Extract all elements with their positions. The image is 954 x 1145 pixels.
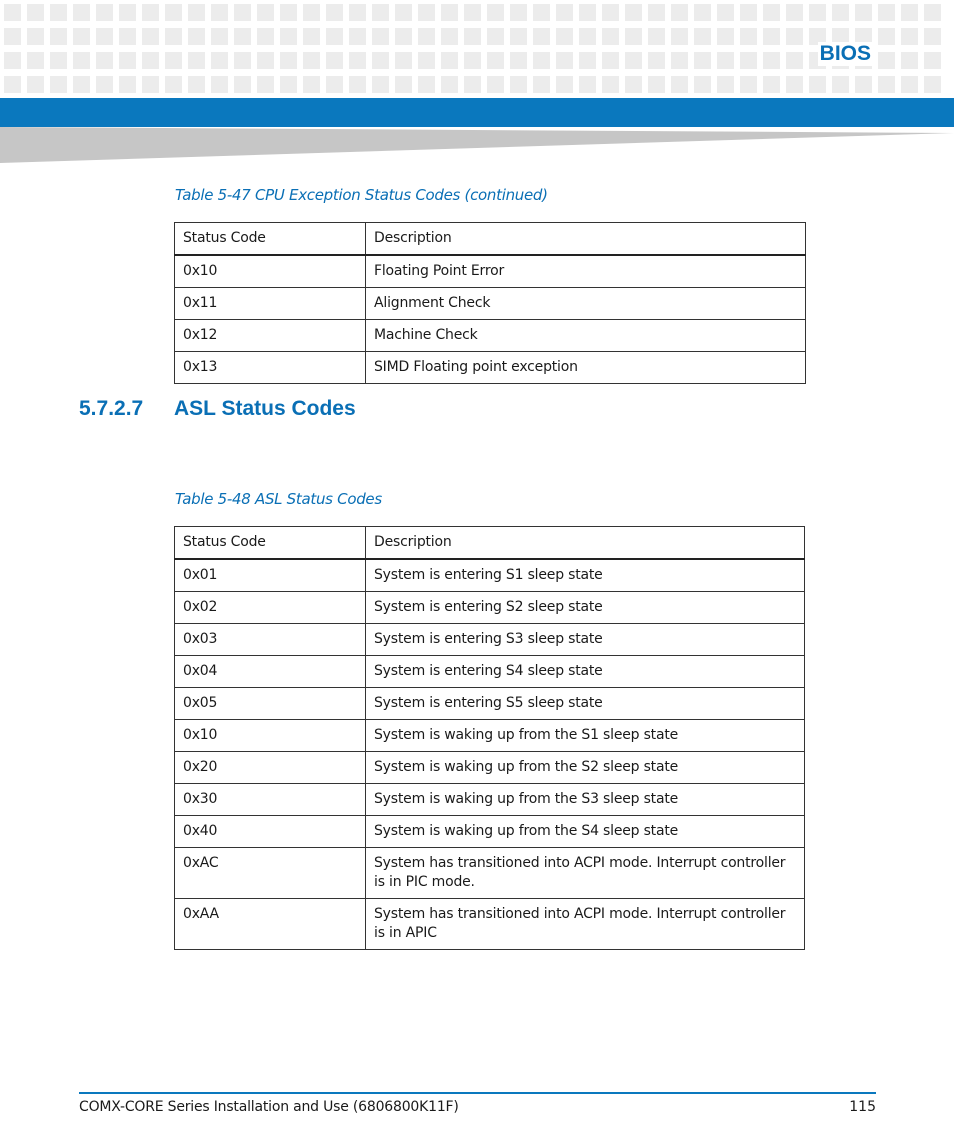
status-code-cell: 0x02	[175, 592, 366, 624]
header-grid-square	[280, 28, 297, 45]
description-cell: Floating Point Error	[366, 255, 806, 288]
header-grid-square	[579, 4, 596, 21]
header-grid-square	[487, 76, 504, 93]
header-grid-square	[234, 76, 251, 93]
header-grid-square	[27, 28, 44, 45]
header-grid-square	[73, 52, 90, 69]
header-grid-square	[372, 4, 389, 21]
header-grid-square	[188, 52, 205, 69]
header-grid-square	[73, 4, 90, 21]
table-row	[175, 288, 806, 320]
header-grid-square	[625, 4, 642, 21]
description-cell: System is waking up from the S4 sleep state	[366, 816, 805, 848]
header-grid-square	[763, 4, 780, 21]
header-grid-square	[717, 4, 734, 21]
header-grid-square	[924, 4, 941, 21]
header-grid-square	[211, 28, 228, 45]
description-cell: System is entering S1 sleep state	[366, 559, 805, 592]
table-header-row	[175, 527, 805, 560]
table-row	[175, 624, 805, 656]
header-grid-square	[349, 76, 366, 93]
description-cell: System is entering S2 sleep state	[366, 592, 805, 624]
table-caption: Table 5-47 CPU Exception Status Codes (continued)	[175, 186, 548, 204]
header-grid-square	[625, 76, 642, 93]
header-grid-square	[809, 76, 826, 93]
description-cell: System is entering S5 sleep state	[366, 688, 805, 720]
header-grid-square	[280, 76, 297, 93]
header-grid-square	[740, 28, 757, 45]
header-grid-square	[119, 28, 136, 45]
header-grid-square	[280, 4, 297, 21]
status-code-cell: 0x03	[175, 624, 366, 656]
description-cell: System is entering S4 sleep state	[366, 656, 805, 688]
header-grid-square	[602, 4, 619, 21]
column-header-code: Status Code	[175, 223, 366, 256]
footer-document-title: COMX-CORE Series Installation and Use (6806800K11F)	[79, 1099, 459, 1115]
header-grid-square	[832, 76, 849, 93]
status-code-cell: 0x10	[175, 720, 366, 752]
header-grid-square	[441, 52, 458, 69]
header-grid-square	[487, 4, 504, 21]
header-grid-square	[602, 28, 619, 45]
header-grid-square	[487, 28, 504, 45]
header-grid-square	[50, 4, 67, 21]
header-grid-square	[878, 76, 895, 93]
page-number: 115	[849, 1099, 876, 1115]
status-code-cell: 0x05	[175, 688, 366, 720]
table-row	[175, 320, 806, 352]
header-grid-square	[602, 76, 619, 93]
header-grid-square	[510, 28, 527, 45]
header-grid-square	[303, 52, 320, 69]
status-code-cell: 0x30	[175, 784, 366, 816]
header-grid-square	[648, 52, 665, 69]
header-grid-square	[50, 76, 67, 93]
header-grid-square	[625, 52, 642, 69]
footer-rule	[79, 1092, 876, 1094]
header-grid-square	[280, 52, 297, 69]
header-grid-square	[27, 52, 44, 69]
header-grid-square	[418, 28, 435, 45]
description-cell: System is waking up from the S1 sleep state	[366, 720, 805, 752]
header-grid-square	[372, 28, 389, 45]
table-row	[175, 688, 805, 720]
header-grid-square	[211, 4, 228, 21]
header-grid-square	[671, 28, 688, 45]
header-grid-square	[579, 52, 596, 69]
header-grid-square	[349, 4, 366, 21]
table-row	[175, 784, 805, 816]
header-grid-square	[188, 28, 205, 45]
header-grid-square	[694, 76, 711, 93]
header-grid-square	[924, 52, 941, 69]
header-grid-square	[694, 4, 711, 21]
header-grid-square	[648, 76, 665, 93]
header-grid-square	[257, 28, 274, 45]
column-header-description: Description	[366, 223, 806, 256]
header-grid-square	[786, 28, 803, 45]
header-grid-square	[556, 52, 573, 69]
header-grid-square	[395, 52, 412, 69]
header-grid-square	[855, 4, 872, 21]
description-cell: Alignment Check	[366, 288, 806, 320]
header-grid-square	[73, 76, 90, 93]
header-grid-square	[533, 28, 550, 45]
header-grid-square	[303, 4, 320, 21]
header-grid-square	[211, 52, 228, 69]
header-grid-square	[234, 52, 251, 69]
table-row	[175, 848, 805, 899]
header-grid-square	[717, 28, 734, 45]
description-cell: System is waking up from the S2 sleep state	[366, 752, 805, 784]
header-grid-square	[395, 4, 412, 21]
table-row	[175, 752, 805, 784]
header-grid-square	[418, 76, 435, 93]
header-grid-square	[4, 28, 21, 45]
header-grid-square	[763, 76, 780, 93]
header-grid-square	[556, 4, 573, 21]
header-grid-square	[142, 52, 159, 69]
header-swoosh	[0, 127, 954, 163]
header-grid-square	[4, 4, 21, 21]
header-grid-square	[832, 4, 849, 21]
header-grid-square	[487, 52, 504, 69]
header-grid-square	[119, 76, 136, 93]
header-grid-square	[142, 76, 159, 93]
header-grid-square	[188, 76, 205, 93]
header-grid-square	[73, 28, 90, 45]
header-grid-square	[234, 28, 251, 45]
header-dot-grid	[0, 0, 954, 97]
status-code-cell: 0xAC	[175, 848, 366, 899]
status-code-cell: 0xAA	[175, 899, 366, 950]
section-title-text: ASL Status Codes	[174, 397, 356, 420]
description-cell: System has transitioned into ACPI mode. Interrupt controller is in PIC mode.	[366, 848, 805, 899]
header-grid-square	[395, 76, 412, 93]
header-grid-square	[740, 4, 757, 21]
cpu-exception-table	[174, 222, 806, 384]
status-code-cell: 0x13	[175, 352, 366, 384]
description-cell: System has transitioned into ACPI mode. Interrupt controller is in APIC	[366, 899, 805, 950]
header-grid-square	[326, 76, 343, 93]
column-header-description: Description	[366, 527, 805, 560]
table-header-row	[175, 223, 806, 256]
header-grid-square	[372, 52, 389, 69]
table-row	[175, 559, 805, 592]
header-grid-square	[372, 76, 389, 93]
status-code-cell: 0x12	[175, 320, 366, 352]
header-grid-square	[740, 52, 757, 69]
header-grid-square	[211, 76, 228, 93]
status-code-cell: 0x10	[175, 255, 366, 288]
header-grid-square	[4, 76, 21, 93]
header-grid-square	[418, 4, 435, 21]
header-grid-square	[349, 28, 366, 45]
header-grid-square	[717, 52, 734, 69]
header-grid-square	[556, 28, 573, 45]
header-grid-square	[901, 28, 918, 45]
status-code-cell: 0x04	[175, 656, 366, 688]
header-grid-square	[533, 4, 550, 21]
header-grid-square	[740, 76, 757, 93]
header-grid-square	[901, 52, 918, 69]
header-grid-square	[533, 52, 550, 69]
header-grid-square	[165, 76, 182, 93]
column-header-code: Status Code	[175, 527, 366, 560]
header-grid-square	[50, 52, 67, 69]
header-grid-square	[257, 52, 274, 69]
header-grid-square	[326, 4, 343, 21]
header-grid-square	[234, 4, 251, 21]
header-grid-square	[4, 52, 21, 69]
header-grid-square	[303, 28, 320, 45]
header-grid-square	[924, 28, 941, 45]
header-grid-square	[418, 52, 435, 69]
header-grid-square	[395, 28, 412, 45]
header-grid-square	[579, 76, 596, 93]
header-grid-square	[786, 76, 803, 93]
header-grid-square	[901, 76, 918, 93]
header-grid-square	[257, 4, 274, 21]
header-grid-square	[464, 52, 481, 69]
table-caption: Table 5-48 ASL Status Codes	[175, 490, 382, 508]
header-grid-square	[96, 28, 113, 45]
header-grid-square	[579, 28, 596, 45]
header-grid-square	[694, 52, 711, 69]
header-grid-square	[694, 28, 711, 45]
header-grid-square	[464, 76, 481, 93]
header-grid-square	[924, 76, 941, 93]
header-grid-square	[119, 52, 136, 69]
header-grid-square	[510, 76, 527, 93]
header-grid-square	[648, 28, 665, 45]
status-code-cell: 0x01	[175, 559, 366, 592]
header-grid-square	[809, 4, 826, 21]
header-grid-square	[303, 76, 320, 93]
table-row	[175, 592, 805, 624]
description-cell: System is waking up from the S3 sleep state	[366, 784, 805, 816]
table-row	[175, 656, 805, 688]
header-grid-square	[464, 4, 481, 21]
header-grid-square	[326, 28, 343, 45]
status-code-cell: 0x40	[175, 816, 366, 848]
header-grid-square	[763, 28, 780, 45]
header-grid-square	[441, 4, 458, 21]
header-grid-square	[165, 52, 182, 69]
header-grid-square	[142, 4, 159, 21]
header-grid-square	[602, 52, 619, 69]
header-grid-square	[27, 76, 44, 93]
header-grid-square	[326, 52, 343, 69]
header-grid-square	[671, 52, 688, 69]
header-grid-square	[96, 76, 113, 93]
header-grid-square	[441, 28, 458, 45]
description-cell: Machine Check	[366, 320, 806, 352]
header-grid-square	[717, 76, 734, 93]
header-grid-square	[671, 76, 688, 93]
header-grid-square	[510, 4, 527, 21]
status-code-cell: 0x20	[175, 752, 366, 784]
table-row	[175, 899, 805, 950]
table-row	[175, 720, 805, 752]
header-grid-square	[27, 4, 44, 21]
description-cell: System is entering S3 sleep state	[366, 624, 805, 656]
header-pattern	[0, 0, 954, 97]
status-code-cell: 0x11	[175, 288, 366, 320]
table-row	[175, 352, 806, 384]
header-grid-square	[349, 52, 366, 69]
header-grid-square	[96, 52, 113, 69]
header-grid-square	[648, 4, 665, 21]
header-grid-square	[556, 76, 573, 93]
header-grid-square	[533, 76, 550, 93]
header-grid-square	[878, 28, 895, 45]
header-grid-square	[50, 28, 67, 45]
asl-status-table	[174, 526, 805, 950]
header-bar	[0, 98, 954, 127]
header-grid-square	[855, 76, 872, 93]
header-grid-square	[671, 4, 688, 21]
header-grid-square	[763, 52, 780, 69]
header-grid-square	[165, 28, 182, 45]
header-grid-square	[142, 28, 159, 45]
description-cell: SIMD Floating point exception	[366, 352, 806, 384]
header-grid-square	[257, 76, 274, 93]
header-grid-square	[786, 4, 803, 21]
header-grid-square	[786, 52, 803, 69]
section-number: 5.7.2.7	[79, 397, 144, 420]
header-grid-square	[901, 4, 918, 21]
header-grid-square	[625, 28, 642, 45]
section-title: BIOS	[819, 42, 871, 65]
header-grid-square	[165, 4, 182, 21]
header-grid-square	[878, 4, 895, 21]
table-row	[175, 816, 805, 848]
header-grid-square	[878, 52, 895, 69]
header-grid-square	[510, 52, 527, 69]
header-grid-square	[441, 76, 458, 93]
section-heading	[79, 397, 356, 421]
header-grid-square	[119, 4, 136, 21]
header-grid-square	[188, 4, 205, 21]
header-grid-square	[96, 4, 113, 21]
header-grid-square	[464, 28, 481, 45]
table-row	[175, 255, 806, 288]
